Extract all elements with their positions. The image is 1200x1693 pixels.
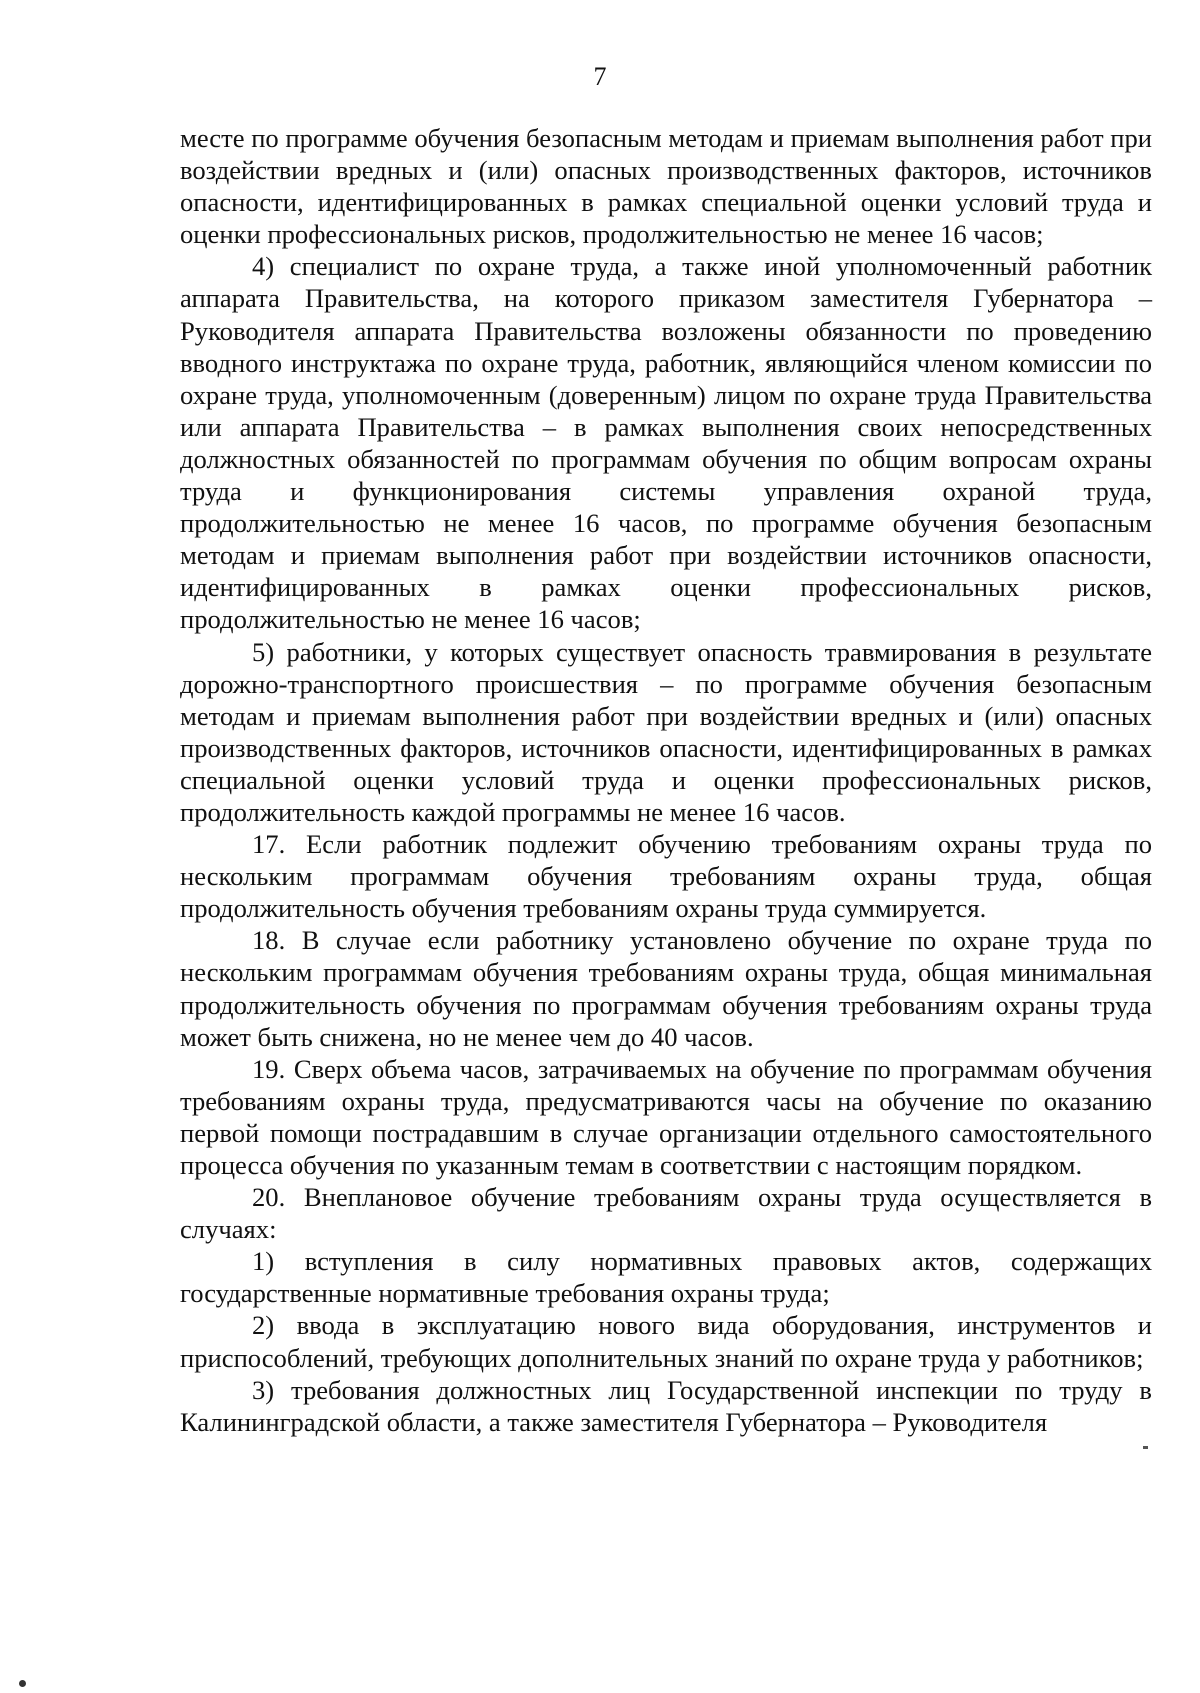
paragraph-item-4: 4) специалист по охране труда, а также иной уполномоченный работник аппарата Правительства, на которого приказом заместителя Губернатора – Руководителя аппарата Правительства возложены обязанности по проведению вводного инструктажа по охране труда, работник, являющийся членом комиссии по охране труда, уполномоченным (доверенным) лицом по охране труда Правительства или аппарата Правительства – в рамках выполнения своих непосредственных должностных обязанностей по программам обучения по общим вопросам охраны труда и функционирования системы управления охраной труда, продолжительностью не менее 16 часов, по программе обучения безопасным методам и приемам выполнения работ при воздействии источников опасности, идентифицированных в рамках оценки профессиональных рисков, продолжительностью не менее 16 часов;: [180, 251, 1152, 635]
paragraph-clause-20: 20. Внеплановое обучение требованиям охраны труда осуществляется в случаях:: [180, 1182, 1152, 1245]
paragraph-clause-19: 19. Сверх объема часов, затрачиваемых на обучение по программам обучения требованиям охраны труда, предусматриваются часы на обучение по оказанию первой помощи пострадавшим в случае организации отдельного самостоятельного процесса обучения по указанным темам в соответствии с настоящим порядком.: [180, 1053, 1152, 1180]
paragraph-clause-18: 18. В случае если работнику установлено обучение по охране труда по нескольким программам обучения требованиям охраны труда, общая минимальная продолжительность обучения по программам обучения требованиям охраны труда может быть снижена, но не менее чем до 40 часов.: [180, 925, 1152, 1052]
paragraph-continuation: месте по программе обучения безопасным методам и приемам выполнения работ при воздействии вредных и (или) опасных производственных факторов, источников опасности, идентифицированных в рамках специальной оценки условий труда и оценки профессиональных рисков, продолжительностью не менее 16 часов;: [180, 123, 1152, 250]
document-body: [180, 122, 1152, 1438]
page-number: 7: [593, 62, 607, 91]
paragraph-case-1: 1) вступления в силу нормативных правовых актов, содержащих государственные нормативные требования охраны труда;: [180, 1246, 1152, 1309]
scan-dot: [19, 1680, 26, 1687]
paragraph-case-2: 2) ввода в эксплуатацию нового вида оборудования, инструментов и приспособлений, требующих дополнительных знаний по охране труда у работников;: [180, 1310, 1152, 1373]
paragraph-clause-17: 17. Если работник подлежит обучению требованиям охраны труда по нескольким программам обучения требованиям охраны труда, общая продолжительность обучения требованиям охраны труда суммируется.: [180, 829, 1152, 924]
paragraph-case-3: 3) требования должностных лиц Государственной инспекции по труду в Калининградской области, а также заместителя Губернатора – Руководителя: [180, 1374, 1152, 1437]
scan-speck: [1143, 1446, 1148, 1449]
paragraph-item-5: 5) работники, у которых существует опасность травмирования в результате дорожно-транспортного происшествия – по программе обучения безопасным методам и приемам выполнения работ при воздействии вредных и (или) опасных производственных факторов, источников опасности, идентифицированных в рамках специальной оценки условий труда и оценки профессиональных рисков, продолжительность каждой программы не менее 16 часов.: [180, 636, 1152, 827]
